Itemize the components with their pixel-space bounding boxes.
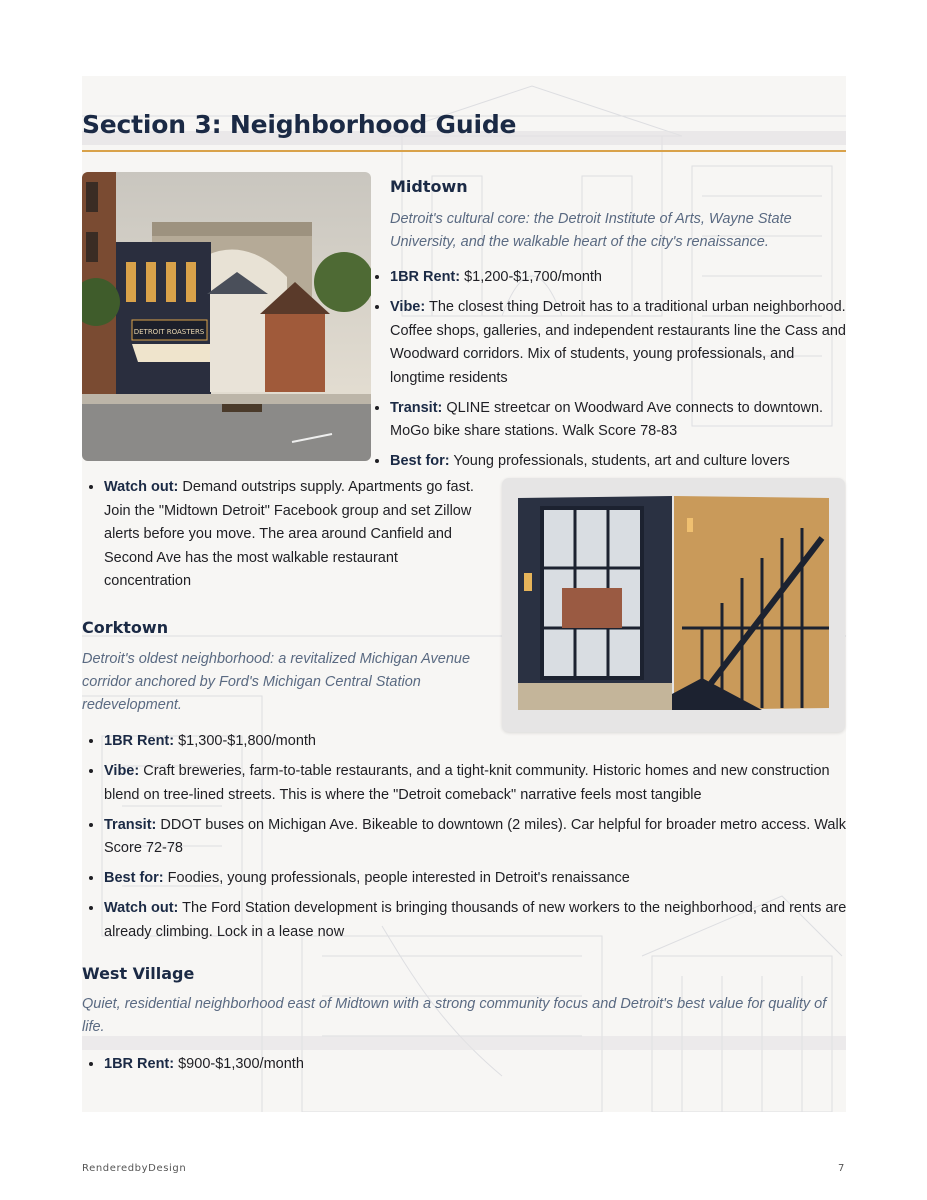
list-item bbox=[104, 1053, 848, 1077]
fact-text: Foodies, young professionals, people interested in Detroit's renaissance bbox=[163, 870, 630, 886]
fact-text: The closest thing Detroit has to a traditional urban neighborhood. Coffee shops, galleries, and independent restaurants line the Cass and Woodward corridors. Mix of students, young professionals, and longtime residents bbox=[390, 299, 846, 386]
list-item bbox=[104, 867, 848, 891]
page-content bbox=[82, 76, 846, 1112]
midtown-facts-list bbox=[368, 266, 848, 480]
neighborhood-name-corktown: Corktown bbox=[82, 618, 169, 637]
fact-text: Craft breweries, farm-to-table restaurants, and a tight-knit community. Historic homes and new construction blend on tree-lined streets. This is where the "Detroit comeback" narrative feels most tangible bbox=[104, 763, 830, 803]
list-item bbox=[104, 897, 848, 944]
staircase-photo-card bbox=[502, 478, 845, 732]
midtown-tagline: Detroit's cultural core: the Detroit Institute of Arts, Wayne State University, and the walkable heart of the city's renaissance. bbox=[390, 211, 792, 250]
fact-label: 1BR Rent: bbox=[104, 733, 175, 749]
corktown-facts-list bbox=[82, 730, 848, 951]
list-item bbox=[390, 397, 848, 444]
title-rule bbox=[82, 150, 846, 152]
fact-label: 1BR Rent: bbox=[104, 1056, 175, 1072]
list-item bbox=[104, 760, 848, 807]
footer-brand: RenderedbyDesign bbox=[82, 1163, 187, 1174]
list-item bbox=[104, 730, 848, 754]
fact-text: $1,300-$1,800/month bbox=[174, 733, 316, 749]
fact-label: Transit: bbox=[390, 399, 443, 416]
list-item bbox=[104, 476, 489, 594]
fact-label: Vibe: bbox=[390, 299, 426, 315]
fact-label: 1BR Rent: bbox=[390, 269, 461, 285]
fact-text: Demand outstrips supply. Apartments go fast. Join the "Midtown Detroit" Facebook group and set Zillow alerts before you move. The area around Canfield and Second Ave has the most walkable restaurant concentration bbox=[104, 479, 474, 589]
page-number: 7 bbox=[838, 1163, 845, 1174]
midtown-watchout-list bbox=[82, 476, 489, 600]
list-item bbox=[390, 266, 848, 290]
fact-label: Watch out: bbox=[104, 479, 179, 495]
fact-text: DDOT buses on Michigan Ave. Bikeable to downtown (2 miles). Car helpful for broader metro access. Walk Score 72-78 bbox=[104, 816, 846, 856]
fact-label: Best for: bbox=[390, 453, 450, 469]
fact-label: Watch out: bbox=[104, 900, 179, 916]
staircase-photo bbox=[502, 478, 845, 732]
section-title: Section 3: Neighborhood Guide bbox=[82, 110, 517, 139]
west-village-tagline: Quiet, residential neighborhood east of Midtown with a strong community focus and Detroit's best value for quality of life. bbox=[82, 996, 827, 1035]
roasters-sign-text: DETROIT ROASTERS bbox=[133, 328, 205, 336]
fact-text: The Ford Station development is bringing thousands of new workers to the neighborhood, and rents are already climbing. Lock in a lease now bbox=[104, 900, 847, 940]
fact-text: $1,200-$1,700/month bbox=[460, 269, 602, 285]
list-item bbox=[390, 450, 848, 474]
fact-text: $900-$1,300/month bbox=[174, 1056, 304, 1072]
fact-label: Transit: bbox=[104, 816, 157, 833]
list-item bbox=[104, 814, 848, 861]
neighborhood-name-midtown: Midtown bbox=[390, 177, 468, 196]
fact-text: Young professionals, students, art and culture lovers bbox=[449, 453, 790, 469]
fact-label: Vibe: bbox=[104, 763, 140, 779]
midtown-street-photo bbox=[82, 172, 371, 461]
list-item bbox=[390, 296, 848, 390]
corktown-tagline: Detroit's oldest neighborhood: a revitalized Michigan Avenue corridor anchored by Ford's Michigan Central Station redevelopment. bbox=[82, 651, 471, 713]
neighborhood-name-west-village: West Village bbox=[82, 964, 195, 983]
fact-text: QLINE streetcar on Woodward Ave connects to downtown. MoGo bike share stations. Walk Score 78-83 bbox=[390, 399, 824, 439]
fact-label: Best for: bbox=[104, 870, 164, 886]
west-village-facts-list bbox=[82, 1053, 848, 1083]
